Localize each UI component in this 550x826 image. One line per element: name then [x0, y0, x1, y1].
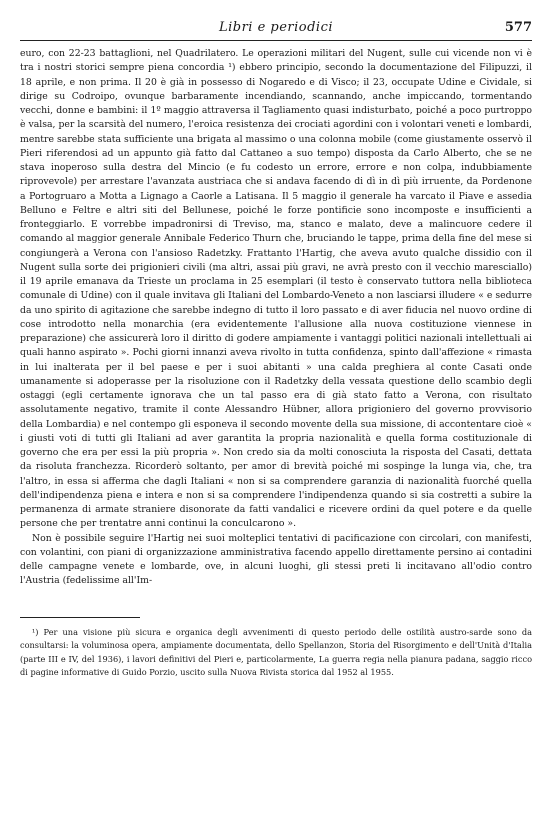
page-number: 577 — [504, 20, 532, 35]
page — [20, 18, 532, 688]
body-text — [20, 47, 532, 589]
running-title: Libri e periodici — [218, 20, 334, 35]
footnote-divider — [20, 617, 140, 618]
paragraph: euro, con 22-23 battaglioni, nel Quadrilatero. Le operazioni militari del Nugent, sulle cui vicende non vi è tra i nostri storici sempre piena concordia ¹) ebbero principio, secondo la documentazione del Filipuzzi, il 18 aprile, e non prima. Il 20 è già in possesso di Nogaredo e di Visco; il 23, occupate Udine e Cividale, si dirige su Codroipo, ovunque barbaramente incendiando, scannando, anche impiccando, tormentando vecchi, donne e bambini: il 1º maggio attraversa il Tagliamento quasi indisturbato, poiché a poco purtroppo è valsa, per la scarsità del numero, l'eroica resistenza dei crociati agordini con i volontari veneti e lombardi, mentre sarebbe stata sufficiente una brigata al massimo o una colonna mobile (come giustamente osservò il Pieri riferendosi ad un appunto già fatto dal Cattaneo a suo tempo) disposta da Carlo Alberto, che se ne stava inoperoso sulla destra del Mincio (e fu codesto un errore, errore e non colpa, indubbiamente riprovevole) per arrestare l'avanzata austriaca che si andava facendo di dì in dì più irruente, da Pordenone a Portogruaro a Motta a Lignago a Caorle a Latisana. Il 5 maggio il generale ha varcato il Piave e assedia Belluno e Feltre e altri siti del Bellunese, poiché le forze pontificie sono incomposte e insufficienti a fronteggiarlo. E vorrebbe impadronirsi di Treviso, ma, stanco e malato, deve a malincuore cedere il comando al maggior generale Annibale Federico Thurn che, bruciando le tappe, prima della fine del mese si congiungerà a Verona con l'ansioso Radetzky. Frattanto l'Hartig, che aveva avuto qualche dissidio con il Nugent sulla sorte dei prigionieri civili (ma altri, assai più gravi, ne avrà presto con il vecchio maresciallo) il 19 aprile emanava da Trieste un proclama in 25 esemplari (il testo è conservato tuttora nella biblioteca comunale di Udine) con il quale invitava gli Italiani del Lombardo-Veneto a non lasciarsi illudere « e sedurre da uno spirito di agitazione che sarebbe indegno di tutto il loro passato e di aver fiducia nel nuovo ordine di cose introdotto nella monarchia (era evidentemente l'allusione alla nuova costituzione viennese in preparazione) che assicurerà loro il diritto di godere ampiamente i vantaggi politici nazionali intellettuali ai quali hanno aspirato ». Pochi giorni innanzi aveva rivolto in tutta confidenza, spinto dall'affezione « rimasta in lui inalterata per il bel paese e per i suoi abitanti » una calda preghiera al conte Casati onde umanamente si adoperasse per la risoluzione con il Radetzky della vessata questione dello scambio degli ostaggi (egli certamente ignorava che un tal passo era di già stato fatto a Verona, con risultato assolutamente negativo, tramite il conte Alessandro Hübner, allora prigioniero del governo provvisorio della Lombardia) e nel contempo gli esponeva il secondo movente della sua missione, di accontentare cioè « i giusti voti di tutti gli Italiani ad aver garantita la propria nazionalità e quella forma costituzionale di governo che era per essi la più propria ». Non credo sia da molti conosciuta la risposta del Casati, dettata da risoluta franchezza. Ricorderò soltanto, per amor di brevità poiché mi sospinge la lunga via, che, tra l'altro, in essa si afferma che dagli Italiani « non si sa comprendere garanzia di nazionalità fuorché quella dell'indipendenza piena e intera e non si sa comprendere l'indipendenza quando si sia costretti a subire la permanenza di armate straniere disonorate da fatti vandalici e ricevere ordini da quel potere e da quelle persone che per trentatre anni continui la conculcarono ». — [20, 48, 532, 530]
running-head — [20, 18, 532, 41]
paragraph: Non è possibile seguire l'Hartig nei suoi molteplici tentativi di pacificazione con circolari, con manifesti, con volantini, con piani di organizzazione amministrativa facendo appello direttamente persino ai contadini delle campagne venete e lombarde, ove, in alcuni luoghi, gli stessi preti li incitavano all'odio contro l'Austria (fedelissime all'Im- — [20, 532, 532, 587]
footnote: ¹) Per una visione più sicura e organica degli avvenimenti di questo periodo delle ostilità austro-sarde sono da consultarsi: la voluminosa opera, ampiamente documentata, dello Spellanzon, Storia del Risorgimento e dell'Unità d'Italia (parte III e IV, del 1936), i lavori definitivi del Pieri e, particolarmente, La guerra regia nella pianura padana, saggio ricco di pagine informative di Guido Porzio, uscito sulla Nuova Rivista storica dal 1952 al 1955. — [20, 626, 532, 677]
